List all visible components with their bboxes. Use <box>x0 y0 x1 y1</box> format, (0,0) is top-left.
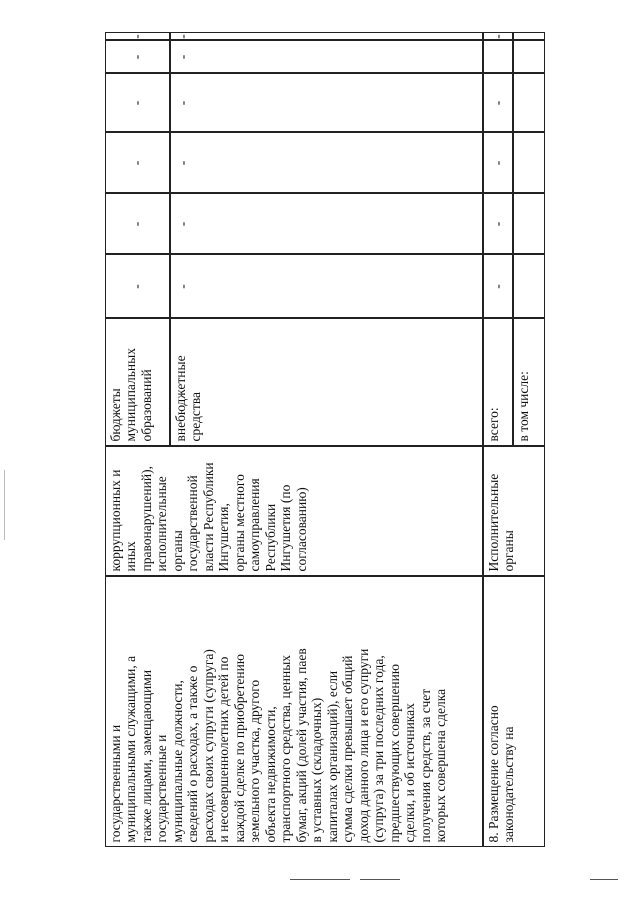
text-value: - <box>489 100 505 106</box>
value-cell <box>105 41 170 74</box>
text-line: сведений о расходах, а также о <box>185 665 200 843</box>
text-line: также лицами, замещающими <box>138 669 154 843</box>
rotated-page <box>105 32 545 847</box>
text-line: транспортного средства, ценных <box>278 654 293 843</box>
text-line: органы <box>501 530 516 572</box>
text-value: - <box>129 160 145 166</box>
text-line: которых совершена сделка <box>433 688 448 843</box>
text-line: Ингушетия (по <box>278 484 293 572</box>
text-line: образований <box>138 369 154 442</box>
text-line: Республики <box>262 503 278 572</box>
value-cell <box>483 41 513 74</box>
value-cell <box>170 255 483 319</box>
text-line: иных <box>123 541 138 572</box>
value-cell <box>170 74 483 133</box>
text-line: законодательству на <box>501 726 516 843</box>
scan-mark <box>4 470 5 540</box>
value-cell <box>483 255 513 319</box>
text-value: - <box>489 34 505 39</box>
text-line: и несовершеннолетних детей по <box>216 656 231 843</box>
text-line: коррупционных и <box>107 469 123 572</box>
text-line: власти Республики <box>200 462 216 572</box>
text-line: предшествующих совершению <box>386 664 402 843</box>
text-value: в том числе: <box>515 371 531 442</box>
text-value: - <box>174 284 190 289</box>
value-cell <box>105 255 170 319</box>
text-line: земельного участка, другого <box>247 679 262 843</box>
value-cell <box>513 255 545 319</box>
value-cell <box>513 74 545 133</box>
value-cell <box>513 133 545 194</box>
text-line: 8. Размещение согласно <box>485 705 501 843</box>
scan-mark <box>290 879 350 880</box>
text-line: муниципальными служащими, а <box>123 655 138 843</box>
value-cell <box>170 33 483 41</box>
value-cell <box>105 74 170 133</box>
value-cell <box>483 133 513 194</box>
funding-including-cell <box>513 319 545 447</box>
text-value: всего: <box>485 407 501 442</box>
text-line: государственными и <box>107 724 123 843</box>
value-cell <box>483 194 513 255</box>
measure-description-cell <box>483 577 545 848</box>
text-line: органы местного <box>231 474 247 572</box>
funding-source-cell <box>170 319 483 447</box>
value-cell <box>513 41 545 74</box>
text-line: бюджеты <box>107 388 123 442</box>
text-value: - <box>489 284 505 289</box>
value-cell <box>483 74 513 133</box>
value-cell <box>170 133 483 194</box>
text-line: самоуправления <box>247 478 262 572</box>
value-cell <box>513 194 545 255</box>
text-value: - <box>174 100 190 106</box>
scan-mark <box>590 879 618 880</box>
value-cell <box>170 41 483 74</box>
text-line: муниципальных <box>123 348 138 442</box>
text-line: (супруга) за три последних года, <box>371 655 386 843</box>
text-line: расходах своих супруги (супруга) <box>200 649 216 843</box>
text-value: - <box>129 34 145 39</box>
text-line: исполнительные <box>154 476 169 572</box>
scan-mark <box>360 879 400 880</box>
text-line: органы <box>169 530 185 572</box>
text-value: - <box>174 221 190 227</box>
executor-cell <box>105 447 483 577</box>
text-line: сделки, и об источниках <box>402 703 417 843</box>
value-cell <box>105 133 170 194</box>
value-cell <box>105 194 170 255</box>
executor-cell <box>483 447 545 577</box>
text-value: - <box>129 54 145 60</box>
value-cell <box>483 33 513 41</box>
text-line: муниципальные должности, <box>169 680 185 843</box>
text-value: - <box>174 34 190 39</box>
text-value: - <box>129 221 145 227</box>
text-value: - <box>174 160 190 166</box>
text-value: - <box>129 100 145 106</box>
text-line: объекта недвижимости, <box>262 706 278 843</box>
text-line: капиталах организаций), если <box>324 670 340 843</box>
text-line: сумма сделки превышает общий <box>340 655 355 843</box>
text-line: каждой сделке по приобретению <box>231 654 247 843</box>
funding-source-cell <box>105 319 170 447</box>
text-line: в уставных (складочных) <box>309 697 324 843</box>
text-line: получения средств, за счет <box>417 688 433 843</box>
text-value: - <box>174 54 190 60</box>
text-line: государственные и <box>154 734 169 843</box>
text-line: средства <box>188 391 203 442</box>
text-value: - <box>129 284 145 289</box>
text-line: Ингушетия, <box>216 503 231 572</box>
text-line: бумаг, акций (долей участия, паев <box>293 648 309 843</box>
text-line: Исполнительные <box>485 473 501 572</box>
text-value: - <box>489 221 505 227</box>
text-line: внебюджетные <box>172 355 188 442</box>
measure-description-cell <box>105 577 483 848</box>
value-cell <box>513 33 545 41</box>
text-line: согласованию) <box>293 487 309 572</box>
text-line: доход данного лица и его супруги <box>355 648 371 843</box>
funding-total-cell <box>483 319 513 447</box>
text-line: государственной <box>185 475 200 572</box>
page-content <box>105 32 545 847</box>
value-cell <box>105 33 170 41</box>
value-cell <box>170 194 483 255</box>
text-value: - <box>489 160 505 166</box>
text-line: правонарушений), <box>138 466 154 572</box>
